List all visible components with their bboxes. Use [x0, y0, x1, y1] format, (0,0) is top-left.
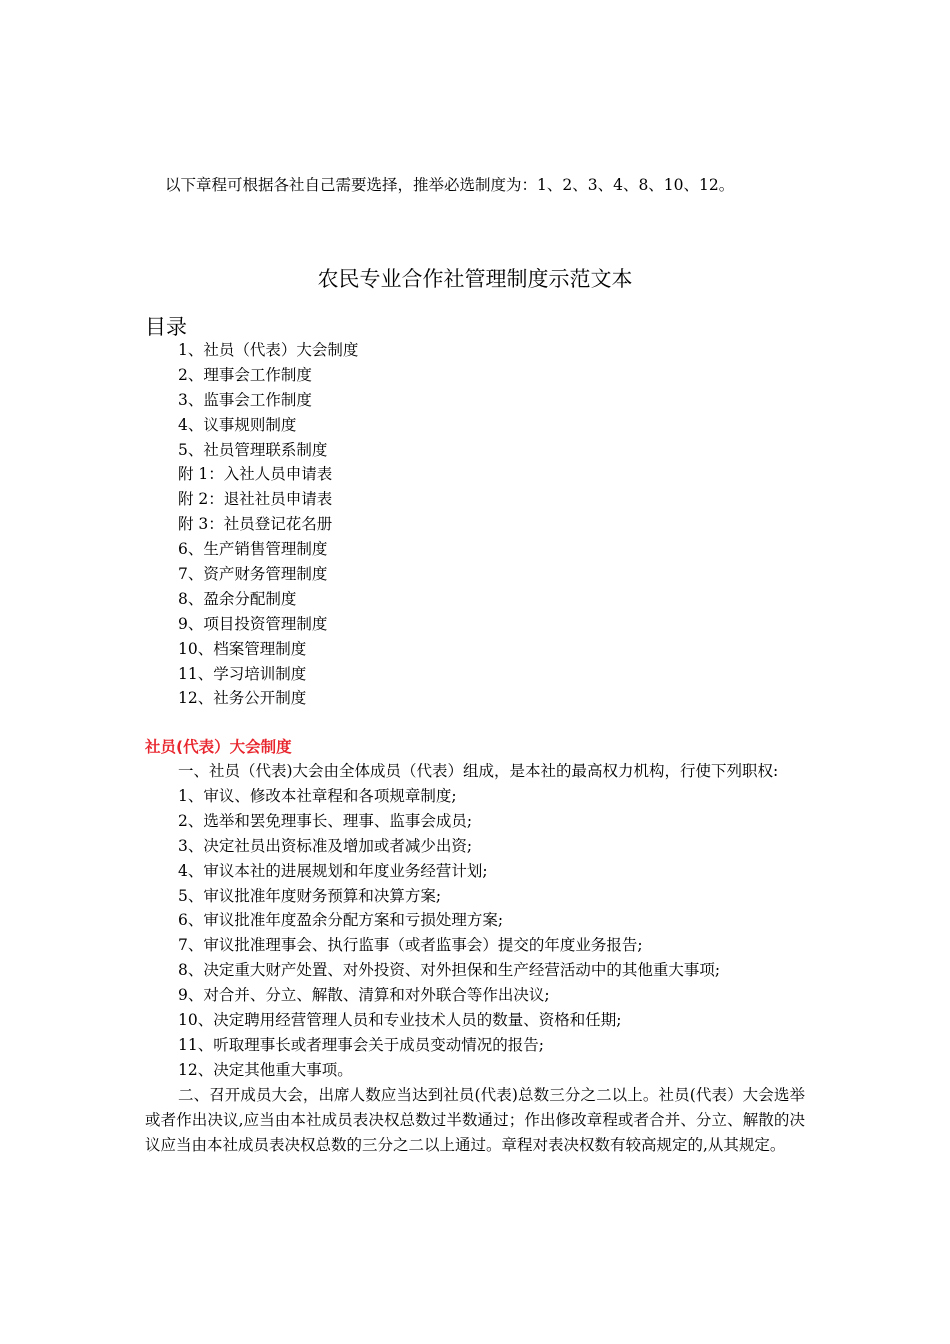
intro-note: 以下章程可根据各社自己需要选择，推举必选制度为：1、2、3、4、8、10、12。 [165, 176, 735, 194]
list-item: 7、审议批准理事会、执行监事（或者监事会）提交的年度业务报告; [178, 936, 643, 955]
toc-item: 4、议事规则制度 [178, 415, 297, 434]
toc-item: 11、学习培训制度 [178, 664, 307, 683]
paragraph: 二、召开成员大会，出席人数应当达到社员(代表)总数三分之二以上。社员(代表）大会选举或者作出决议,应当由本社成员表决权总数过半数通过；作出修改章程或者合并、分立、解散的决议应当由本社成员表决权总数的三分之二以上通过。章程对表决权数有较高规定的,从其规定。 [145, 1085, 805, 1154]
list-item: 12、决定其他重大事项。 [178, 1060, 353, 1079]
toc-item: 7、资产财务管理制度 [178, 565, 328, 584]
toc-item: 5、社员管理联系制度 [178, 440, 328, 459]
toc-item: 1、社员（代表）大会制度 [178, 341, 359, 359]
toc-item: 3、监事会工作制度 [178, 390, 312, 409]
toc-item: 附 2：退社社员申请表 [178, 490, 333, 509]
section-title: 社员(代表）大会制度 [145, 738, 292, 756]
section-body [145, 759, 805, 1158]
toc-list [178, 338, 358, 711]
list-item: 5、审议批准年度财务预算和决算方案; [178, 886, 442, 905]
toc-item: 9、项目投资管理制度 [178, 614, 328, 633]
list-item: 4、审议本社的进展规划和年度业务经营计划; [178, 861, 488, 880]
toc-item: 附 3：社员登记花名册 [178, 515, 333, 534]
list-item: 6、审议批准年度盈余分配方案和亏损处理方案; [178, 911, 504, 930]
list-item: 11、听取理事长或者理事会关于成员变动情况的报告; [178, 1035, 544, 1054]
document-title: 农民专业合作社管理制度示范文本 [317, 267, 633, 291]
list-item: 2、选举和罢免理事长、理事、监事会成员; [178, 811, 473, 830]
list-item: 3、决定社员出资标准及增加或者减少出资; [178, 836, 473, 855]
toc-item: 10、档案管理制度 [178, 639, 307, 658]
toc-item: 8、盈余分配制度 [178, 589, 297, 608]
list-item: 10、决定聘用经营管理人员和专业技术人员的数量、资格和任期; [178, 1011, 622, 1030]
list-item: 9、对合并、分立、解散、清算和对外联合等作出决议; [178, 986, 550, 1005]
toc-item: 12、社务公开制度 [178, 689, 307, 708]
list-item: 1、审议、修改本社章程和各项规章制度; [178, 786, 457, 805]
toc-item: 6、生产销售管理制度 [178, 540, 328, 559]
paragraph: 一、社员（代表)大会由全体成员（代表）组成，是本社的最高权力机构，行使下列职权: [178, 762, 779, 780]
toc-item: 附 1：入社人员申请表 [178, 465, 333, 484]
toc-item: 2、理事会工作制度 [178, 365, 312, 384]
toc-heading: 目录 [145, 315, 187, 339]
list-item: 8、决定重大财产处置、对外投资、对外担保和生产经营活动中的其他重大事项; [178, 961, 721, 980]
